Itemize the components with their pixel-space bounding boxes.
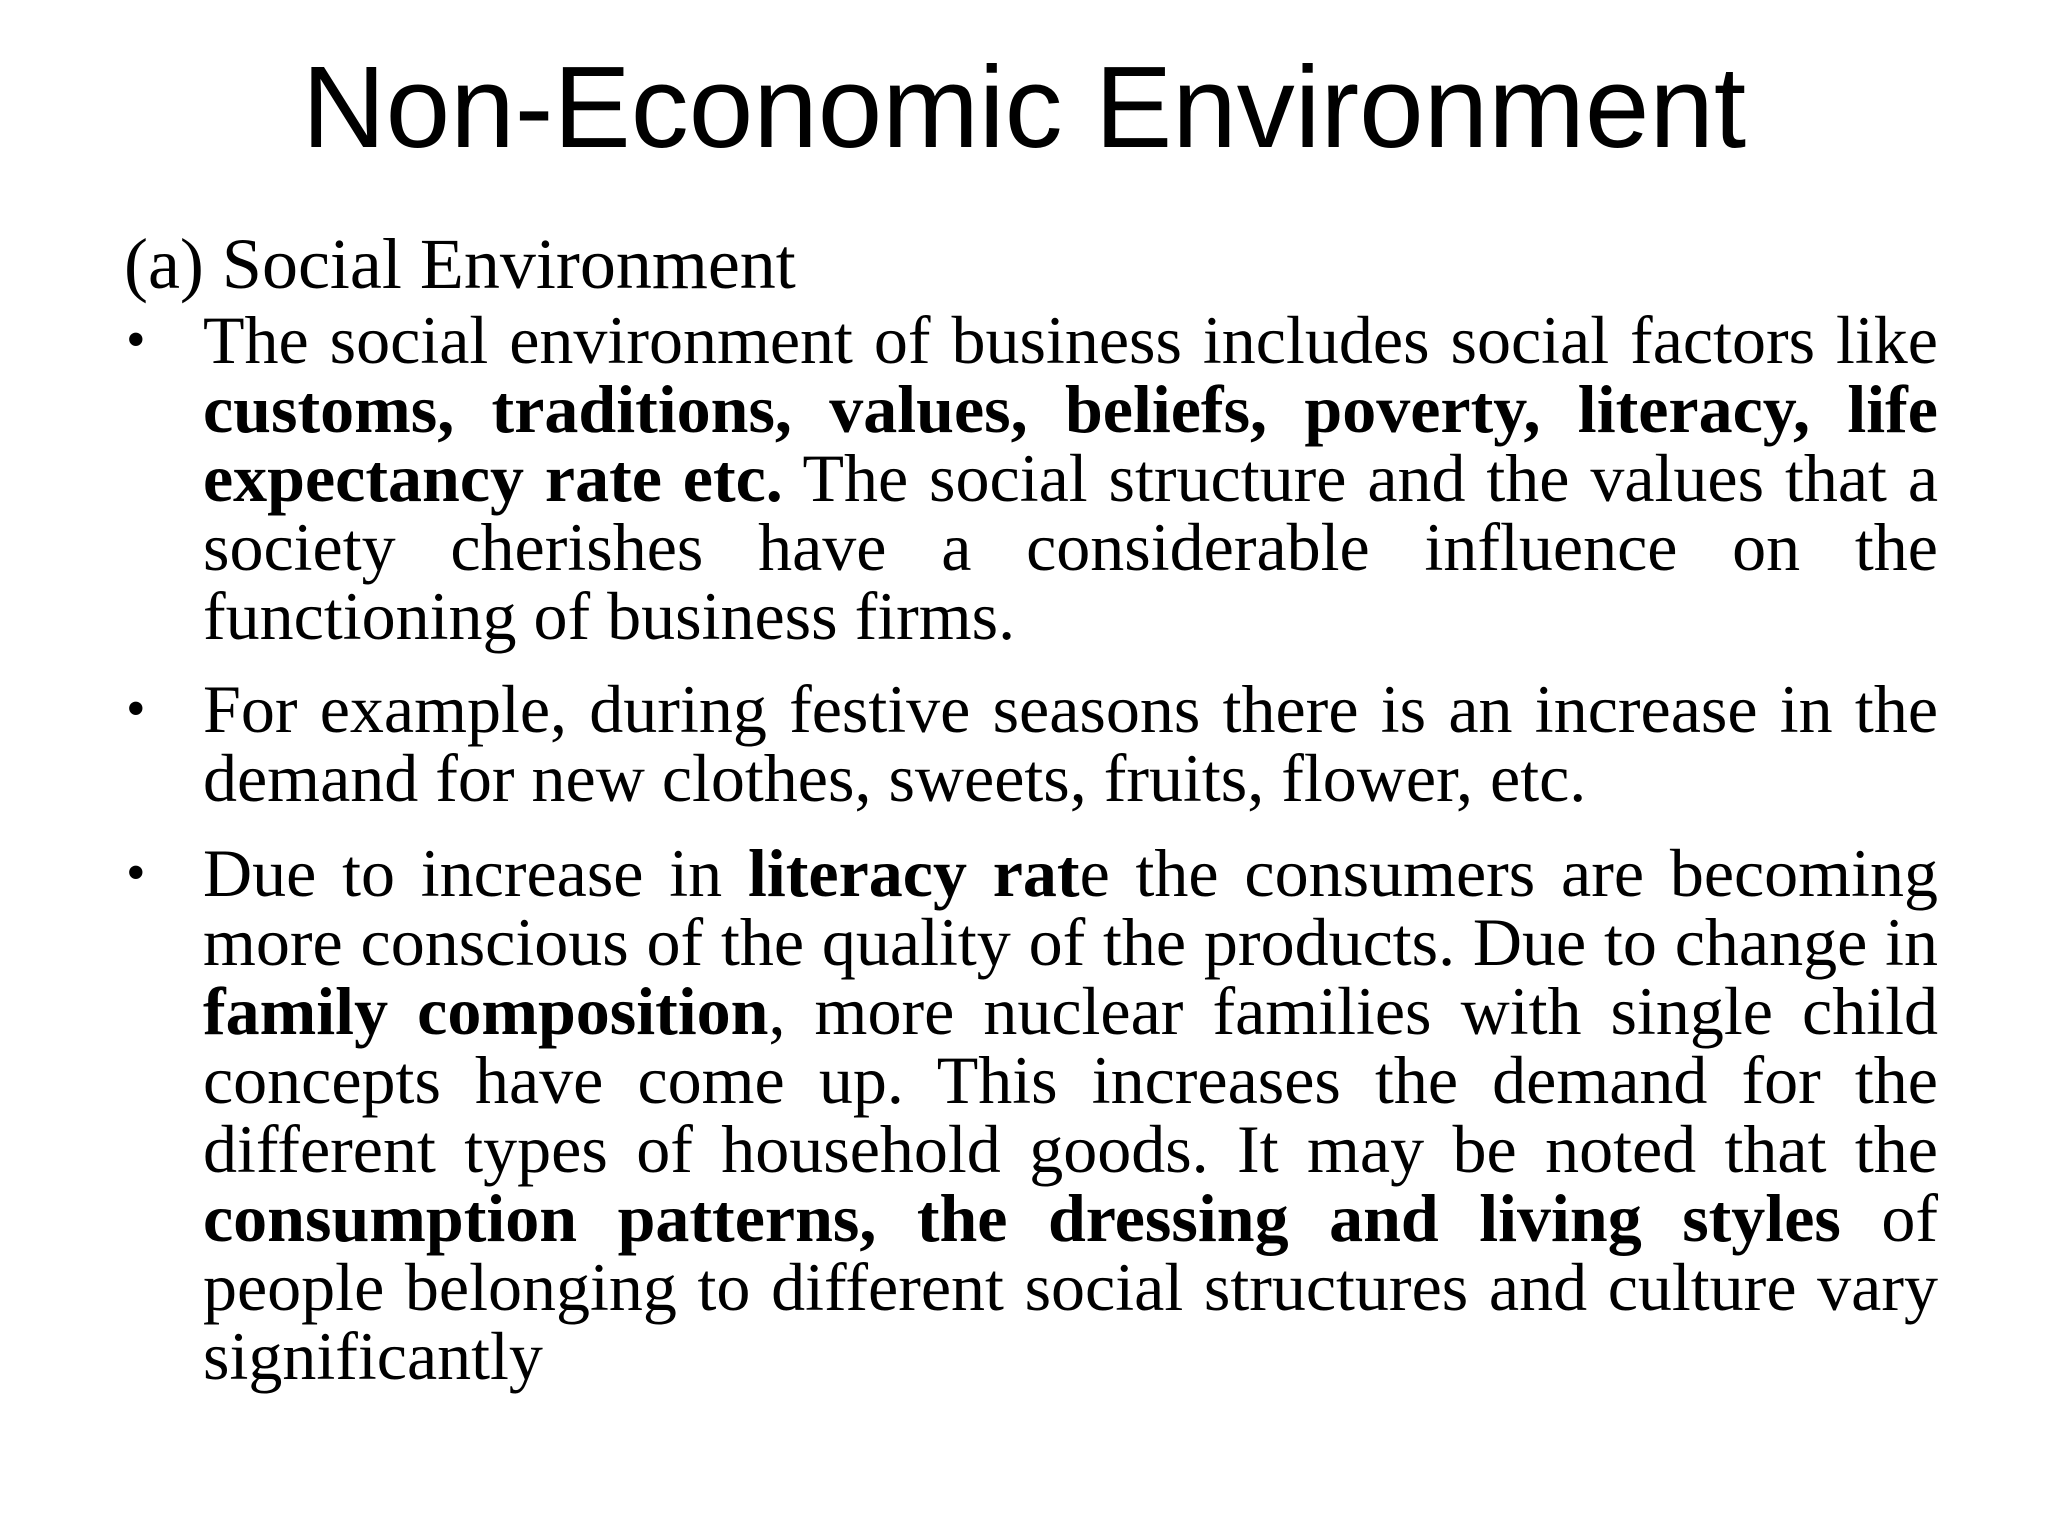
bold-text-segment: consumption patterns, the dressing and living styles — [203, 1180, 1841, 1256]
bullet-item — [124, 835, 1938, 1394]
bullet-icon: • — [126, 309, 146, 371]
bullet-item — [124, 302, 1938, 654]
slide-title: Non-Economic Environment — [301, 42, 1747, 172]
text-segment: , more nuclear families with single child concepts have come up. This increases the demand for the different types of household goods. It may be noted that the — [203, 973, 1938, 1187]
text-segment: The social structure and the values that a society cherishes have a considerable influence on the functioning of business firms. — [203, 440, 1938, 654]
bold-text-segment: customs, traditions, values, beliefs, poverty, literacy, life expectancy rate etc. — [203, 371, 1938, 516]
text-segment: e the consumers are becoming more conscious of the quality of the products. Due to change in — [203, 835, 1938, 980]
bullet-icon: • — [126, 678, 146, 740]
section-heading: (a) Social Environment — [124, 224, 796, 304]
bold-text-segment: literacy rat — [747, 835, 1080, 911]
text-segment: The social environment of business includes social factors like — [203, 302, 1938, 378]
bullet-icon: • — [126, 842, 146, 904]
bullet-list — [124, 302, 1938, 1409]
bold-text-segment: family composition — [203, 973, 769, 1049]
text-segment: of people belonging to different social structures and culture vary significantly — [203, 1180, 1938, 1394]
text-segment: Due to increase in — [203, 835, 748, 911]
text-segment: For example, during festive seasons there is an increase in the demand for new clothes, sweets, fruits, flower, etc. — [203, 671, 1938, 816]
bullet-item — [124, 671, 1938, 816]
